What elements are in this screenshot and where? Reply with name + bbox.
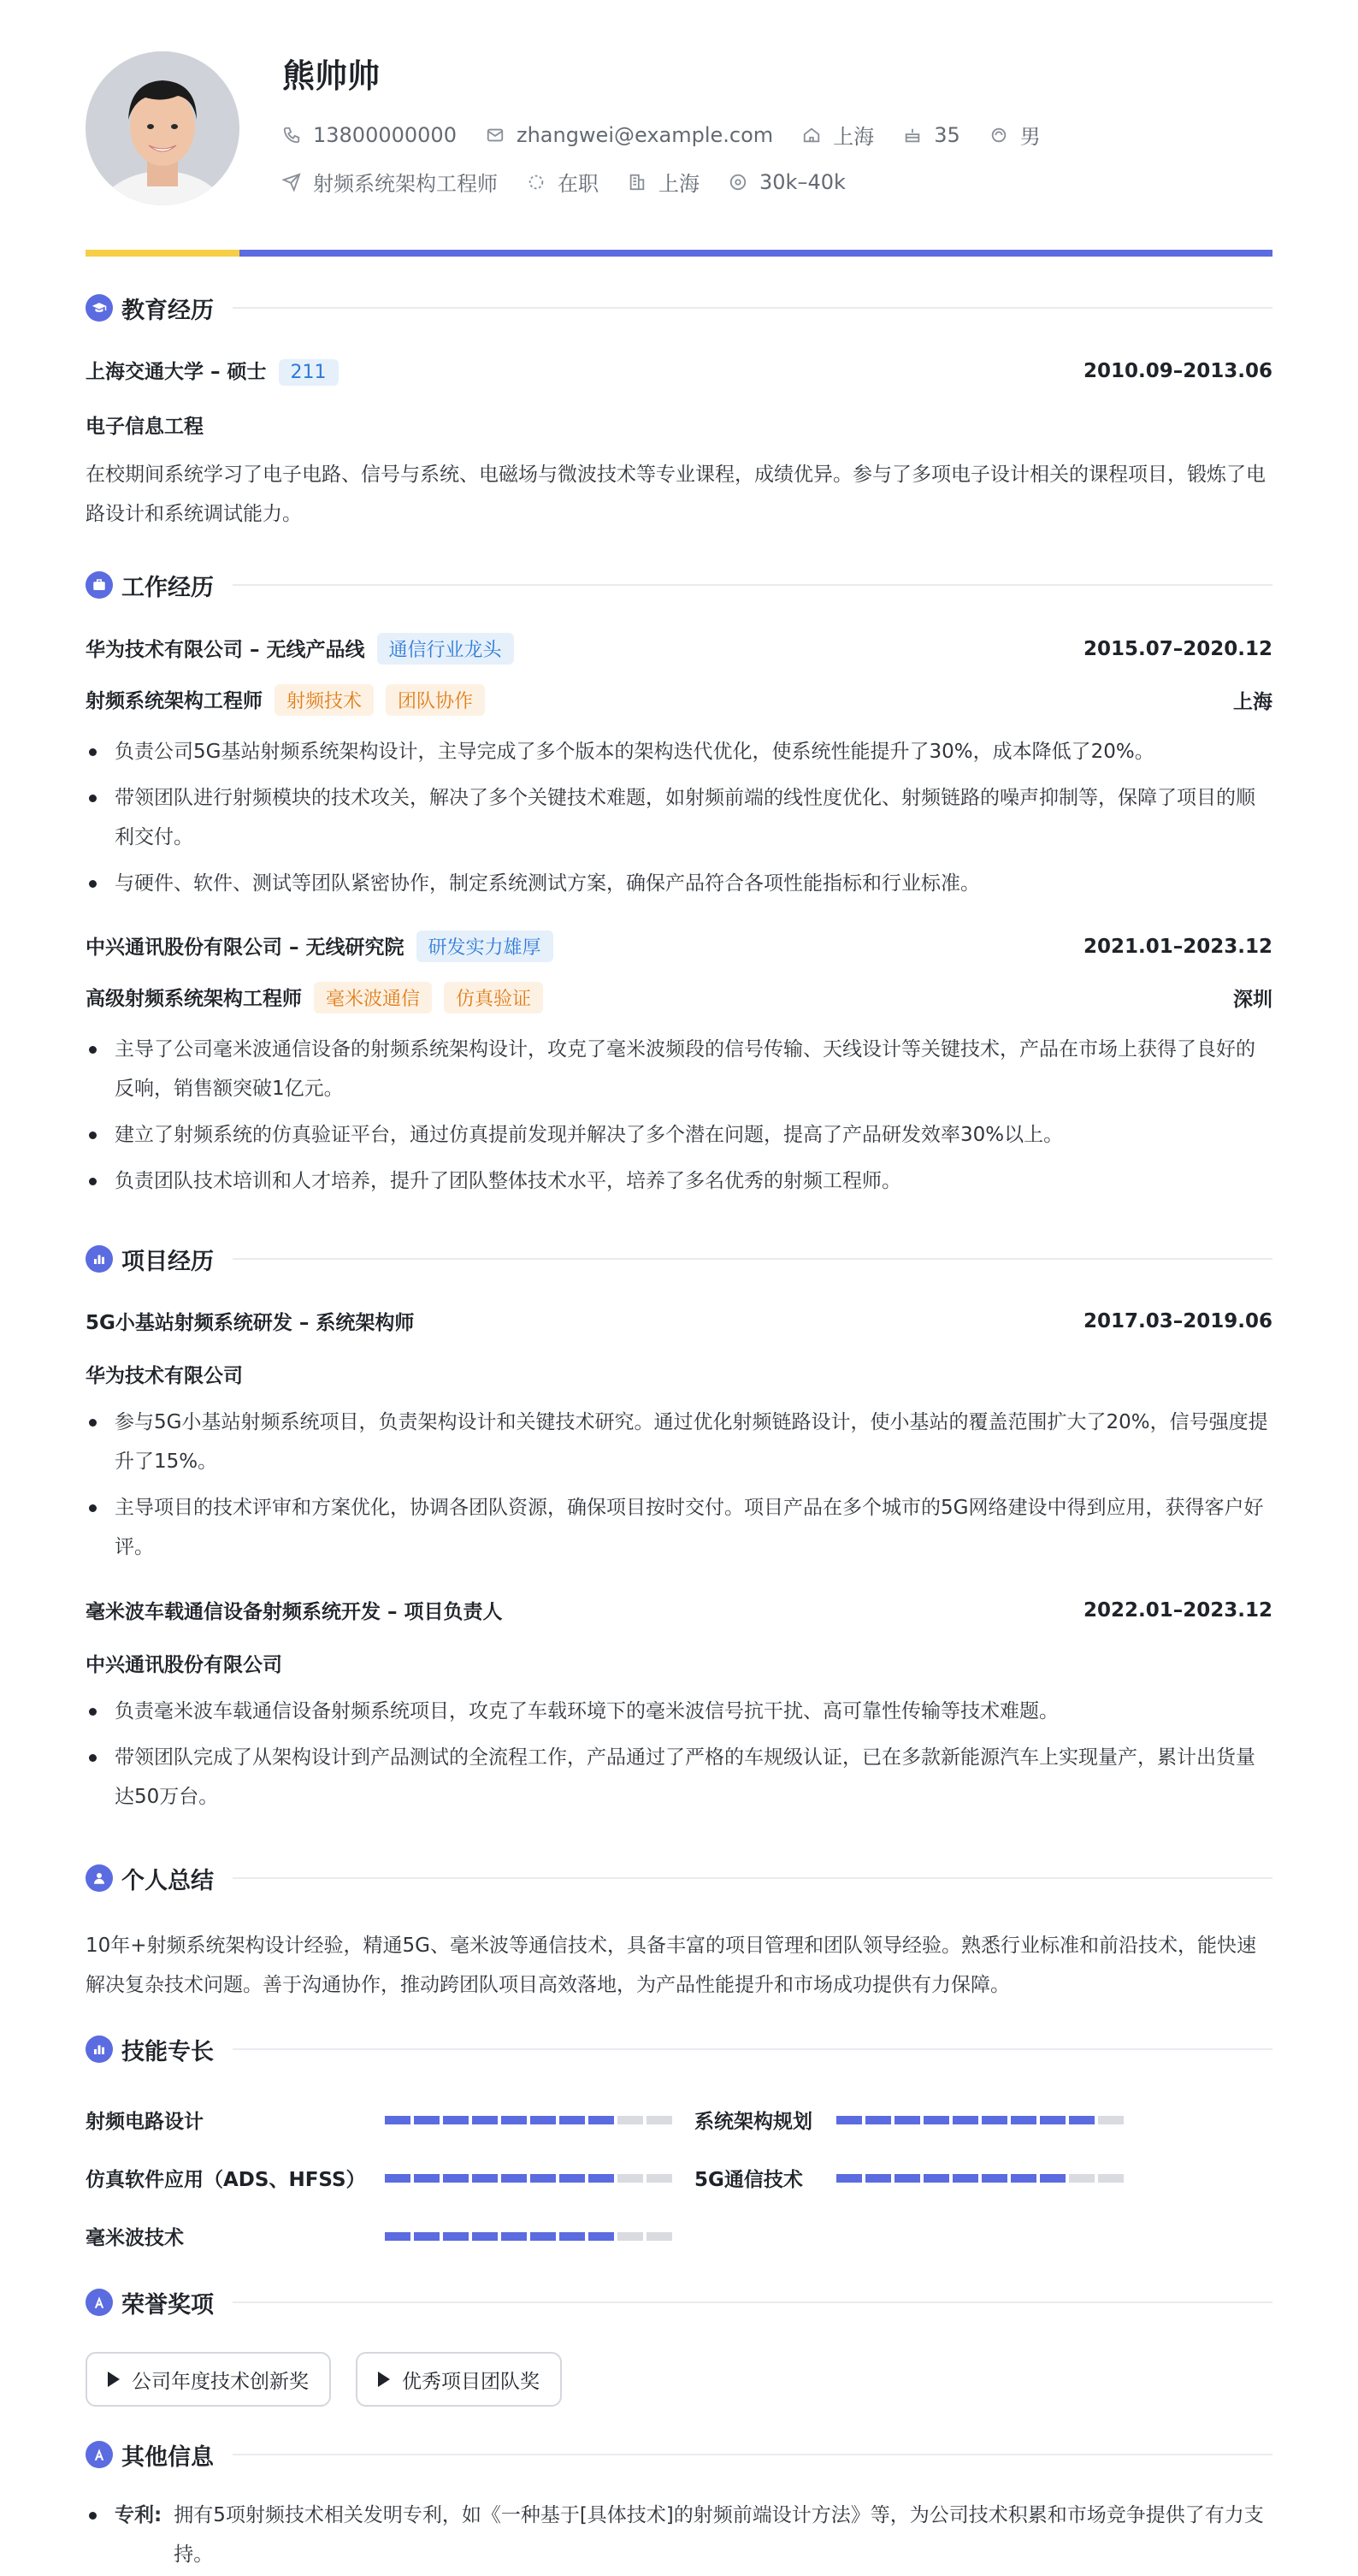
skill-item [86,2222,684,2250]
skill-level-segment [559,2174,585,2183]
email-text: zhangwei@example.com [516,122,774,147]
skill-level-segment [1011,2116,1036,2124]
section-title: 个人总结 [121,1867,214,1894]
list-item: 参与5G小基站射频系统项目，负责架构设计和关键技术研究。通过优化射频链路设计，使小基站的覆盖范围扩大了20%，信号强度提升了15%。 [86,1403,1272,1481]
school-line [86,356,339,386]
phone-item [282,123,457,147]
triangle-icon [378,2372,390,2387]
skill-tag: 射频技术 [275,684,374,716]
list-item: 与硬件、软件、测试等团队紧密协作，制定系统测试方案，确保产品符合各项性能指标和行业标准。 [86,864,1272,903]
skill-level-segment [865,2174,891,2183]
project-date: 2017.03–2019.06 [1083,1309,1272,1332]
project-company: 华为技术有限公司 [86,1365,243,1387]
section-divider [233,2301,1272,2303]
award-chip [356,2352,562,2407]
skill-level-bar [836,2174,1127,2183]
skill-name: 5G通信技术 [694,2169,803,2191]
section-divider [233,584,1272,586]
work-entry-header [86,633,1272,665]
skill-level-segment [982,2174,1007,2183]
section-title: 工作经历 [121,574,214,601]
award-chip [86,2352,331,2407]
email-item [486,123,773,147]
status-text: 在职 [558,172,599,196]
gender-text: 男 [1019,125,1041,149]
skill-level-segment [472,2232,498,2241]
skill-level-segment [385,2116,410,2124]
section-other-header [86,2437,1272,2472]
position-item [282,167,498,197]
skill-level-segment [588,2232,614,2241]
skill-level-segment [443,2232,469,2241]
skill-level-segment [953,2174,978,2183]
skill-level-segment [1098,2116,1124,2124]
header-accent-yellow [86,250,239,257]
school-tag: 211 [279,359,339,386]
mail-icon [486,126,505,145]
role-line [86,684,485,716]
education-description: 在校期间系统学习了电子电路、信号与系统、电磁场与微波技术等专业课程，成绩优异。参与了多项电子设计相关的课程项目，锻炼了电路设计和系统调试能力。 [86,464,1266,525]
skill-name: 系统架构规划 [694,2111,812,2133]
city-text: 上海 [833,125,875,149]
gender-item [989,120,1041,150]
send-icon [282,173,301,192]
company-line [86,931,553,962]
project-name: 毫米波车载通信设备射频系统开发 – 项目负责人 [86,1601,503,1623]
section-education-header [86,291,1272,325]
skill-level-segment [895,2116,920,2124]
skill-level-segment [617,2174,643,2183]
skill-level-segment [472,2116,498,2124]
list-item: 负责公司5G基站射频系统架构设计，主导完成了多个版本的架构迭代优化，使系统性能提升了30%，成本降低了20%。 [86,732,1272,771]
skill-level-segment [530,2174,556,2183]
skill-level-segment [647,2116,672,2124]
candidate-name: 熊帅帅 [282,57,381,95]
skill-level-segment [617,2116,643,2124]
skill-level-segment [924,2116,949,2124]
section-divider [233,2048,1272,2050]
work-entry-header [86,931,1272,962]
contact-row [282,120,1070,150]
skill-level-segment [836,2116,862,2124]
section-divider [233,1258,1272,1260]
skill-level-segment [530,2232,556,2241]
role-line [86,982,543,1013]
work-bullets [86,732,1272,910]
work-date: 2015.07–2020.12 [1083,637,1272,660]
graduation-cap-icon [86,294,113,322]
skill-level-segment [647,2174,672,2183]
skill-level-segment [865,2116,891,2124]
coin-icon [729,173,747,192]
bar-chart-icon [86,2035,113,2063]
status-icon [527,173,546,192]
cake-icon [903,126,922,145]
other-label: 专利: [115,2504,162,2526]
briefcase-icon [86,571,113,599]
skill-level-segment [924,2174,949,2183]
skill-name: 毫米波技术 [86,2227,184,2249]
list-item: 主导了公司毫米波通信设备的射频系统架构设计，攻克了毫米波频段的信号传输、天线设计等关键技术，产品在市场上获得了良好的反响，销售额突破1亿元。 [86,1030,1272,1108]
school-name: 上海交通大学 – 硕士 [86,361,267,383]
project-date: 2022.01–2023.12 [1083,1598,1272,1622]
job-intent-row [282,167,875,197]
skill-level-segment [982,2116,1007,2124]
home-icon [802,126,821,145]
age-text: 35 [934,122,960,147]
city-item [802,120,874,150]
skill-level-segment [414,2174,440,2183]
skill-level-segment [385,2232,410,2241]
project-bullets [86,1403,1272,1574]
other-info-list [86,2496,1272,2576]
section-work-header [86,568,1272,602]
skill-level-segment [559,2232,585,2241]
expected-city-text: 上海 [658,172,700,196]
list-item: 建立了射频系统的仿真验证平台，通过仿真提前发现并解决了多个潜在问题，提高了产品研发效率30%以上。 [86,1115,1272,1155]
skill-level-segment [501,2174,527,2183]
work-role-row [86,982,1272,1013]
skill-tag: 团队协作 [386,684,485,716]
skill-level-segment [1069,2116,1095,2124]
section-honors-header [86,2285,1272,2319]
skill-item [86,2164,684,2192]
skill-level-bar [385,2232,676,2241]
salary-text: 30k–40k [759,169,846,194]
skill-level-segment [953,2116,978,2124]
skill-level-segment [588,2174,614,2183]
education-entry-header [86,356,1272,386]
skill-level-segment [559,2116,585,2124]
list-item [86,2496,1272,2574]
skill-level-segment [414,2232,440,2241]
skill-level-segment [1069,2174,1095,2183]
age-item [903,123,960,147]
skill-tag: 毫米波通信 [314,982,432,1013]
project-entry-header [86,1596,1272,1624]
skill-item [694,2106,1272,2134]
skill-level-segment [1040,2116,1066,2124]
skill-level-segment [414,2116,440,2124]
award-label: 公司年度技术创新奖 [132,2370,309,2393]
award-icon [86,2289,113,2316]
expected-city-item [628,167,700,197]
skill-level-bar [836,2116,1127,2124]
building-icon [628,173,647,192]
award-label: 优秀项目团队奖 [402,2370,540,2393]
section-divider [233,307,1272,309]
skill-level-bar [385,2174,676,2183]
summary-text: 10年+射频系统架构设计经验，精通5G、毫米波等通信技术，具备丰富的项目管理和团队领导经验。熟悉行业标准和前沿技术，能快速解决复杂技术问题。善于沟通协作，推动跨团队项目高效落地，为产品性能提升和市场成功提供有力保障。 [86,1935,1256,1996]
section-title: 荣誉奖项 [121,2291,214,2319]
user-icon [86,1864,113,1892]
education-major: 电子信息工程 [86,416,204,438]
project-name: 5G小基站射频系统研发 – 系统架构师 [86,1312,415,1334]
work-bullets [86,1030,1272,1208]
skill-level-segment [472,2174,498,2183]
list-item: 负责毫米波车载通信设备射频系统项目，攻克了车载环境下的毫米波信号抗干扰、高可靠性传输等技术难题。 [86,1692,1272,1731]
work-location: 深圳 [1233,989,1272,1011]
bar-chart-icon [86,1245,113,1273]
skill-tag: 仿真验证 [444,982,543,1013]
skill-item [694,2164,1272,2192]
avatar [86,51,239,205]
phone-text: 13800000000 [313,122,457,147]
skill-name: 仿真软件应用（ADS、HFSS） [86,2169,366,2191]
work-location: 上海 [1233,691,1272,713]
job-title: 射频系统架构工程师 [86,690,263,712]
section-divider [233,1877,1272,1879]
position-text: 射频系统架构工程师 [313,172,498,196]
project-entry-header [86,1307,1272,1335]
list-item: 带领团队完成了从架构设计到产品测试的全流程工作，产品通过了严格的车规级认证，已在多款新能源汽车上实现量产，累计出货量达50万台。 [86,1738,1272,1817]
award-icon [86,2441,113,2468]
section-title: 教育经历 [121,297,214,324]
salary-item [729,170,846,194]
skill-level-segment [588,2116,614,2124]
section-divider [233,2454,1272,2455]
list-item: 带领团队进行射频模块的技术攻关，解决了多个关键技术难题，如射频前端的线性度优化、射频链路的噪声抑制等，保障了项目的顺利交付。 [86,778,1272,857]
profile-header [86,0,1272,253]
skill-item [86,2106,684,2134]
skill-level-bar [385,2116,676,2124]
skill-level-segment [836,2174,862,2183]
skill-level-segment [1011,2174,1036,2183]
gender-icon [989,126,1008,145]
company-name: 中兴通讯股份有限公司 – 无线研究院 [86,936,404,959]
section-title: 项目经历 [121,1248,214,1275]
skill-name: 射频电路设计 [86,2111,204,2133]
header-accent-bar [86,250,1272,257]
skill-level-segment [647,2232,672,2241]
skill-level-segment [1040,2174,1066,2183]
section-title: 技能专长 [121,2038,214,2065]
skill-level-segment [617,2232,643,2241]
section-projects-header [86,1242,1272,1276]
status-item [527,167,599,197]
company-tag: 研发实力雄厚 [416,931,553,962]
list-item: 主导项目的技术评审和方案优化，协调各团队资源，确保项目按时交付。项目产品在多个城市的5G网络建设中得到应用，获得客户好评。 [86,1488,1272,1567]
triangle-icon [108,2372,120,2387]
education-date: 2010.09–2013.06 [1083,359,1272,382]
project-bullets [86,1692,1272,1823]
project-company: 中兴通讯股份有限公司 [86,1654,282,1676]
work-date: 2021.01–2023.12 [1083,935,1272,958]
list-item: 负责团队技术培训和人才培养，提升了团队整体技术水平，培养了多名优秀的射频工程师。 [86,1161,1272,1201]
skill-level-segment [443,2116,469,2124]
other-text: 拥有5项射频技术相关发明专利，如《一种基于[具体技术]的射频前端设计方法》等，为公司技术积累和市场竞争提供了有力支持。 [174,2504,1264,2566]
skill-level-segment [443,2174,469,2183]
work-role-row [86,684,1272,716]
section-skills-header [86,2032,1272,2066]
company-name: 华为技术有限公司 – 无线产品线 [86,639,365,661]
section-summary-header [86,1861,1272,1895]
company-tag: 通信行业龙头 [377,633,514,665]
phone-icon [282,126,301,145]
skill-level-segment [385,2174,410,2183]
skill-level-segment [1098,2174,1124,2183]
job-title: 高级射频系统架构工程师 [86,988,302,1010]
skill-level-segment [501,2232,527,2241]
skill-level-segment [530,2116,556,2124]
skill-level-segment [895,2174,920,2183]
company-line [86,633,514,665]
section-title: 其他信息 [121,2443,214,2471]
skill-level-segment [501,2116,527,2124]
